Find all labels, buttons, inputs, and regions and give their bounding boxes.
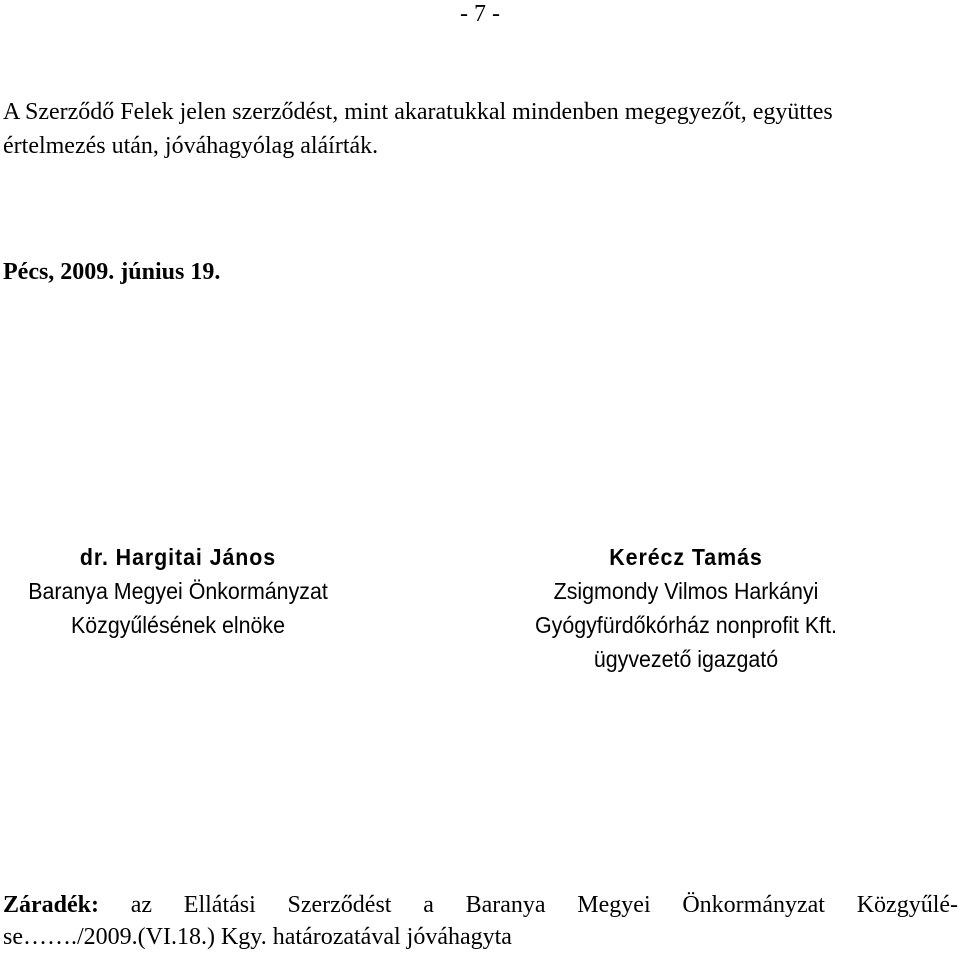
signatory-left-title-1: Baranya Megyei Önkormányzat <box>28 578 328 604</box>
signatory-right-title-2: Gyógyfürdőkórház nonprofit Kft. <box>534 612 837 638</box>
approval-clause <box>3 889 958 953</box>
place-and-date: Pécs, 2009. június 19. <box>3 259 221 285</box>
signatory-left-name: dr. Hargitai János <box>79 544 277 570</box>
signatory-right <box>502 540 870 676</box>
page-number: - 7 - <box>460 1 500 27</box>
signatory-right-name: Kerécz Tamás <box>609 544 763 570</box>
clause-line-1 <box>3 889 958 921</box>
signatory-right-title-1: Zsigmondy Vilmos Harkányi <box>553 578 819 604</box>
signatory-left <box>12 540 343 642</box>
clause-line-2: se……./2009.(VI.18.) Kgy. határozatával jóváhagyta <box>3 924 512 950</box>
clause-text-1: az Ellátási Szerződést a Baranya Megyei Önkormányzat Közgyűlé- <box>130 892 959 918</box>
intro-line-1: A Szerződő Felek jelen szerződést, mint akaratukkal mindenben megegyezőt, együttes <box>3 99 833 125</box>
intro-paragraph <box>3 95 958 163</box>
signatory-left-title-2: Közgyűlésének elnöke <box>70 612 286 638</box>
signatory-right-title-3: ügyvezető igazgató <box>593 646 779 672</box>
intro-line-2: értelmezés után, jóváhagyólag aláírták. <box>3 133 379 159</box>
clause-label: Záradék: <box>3 892 99 918</box>
